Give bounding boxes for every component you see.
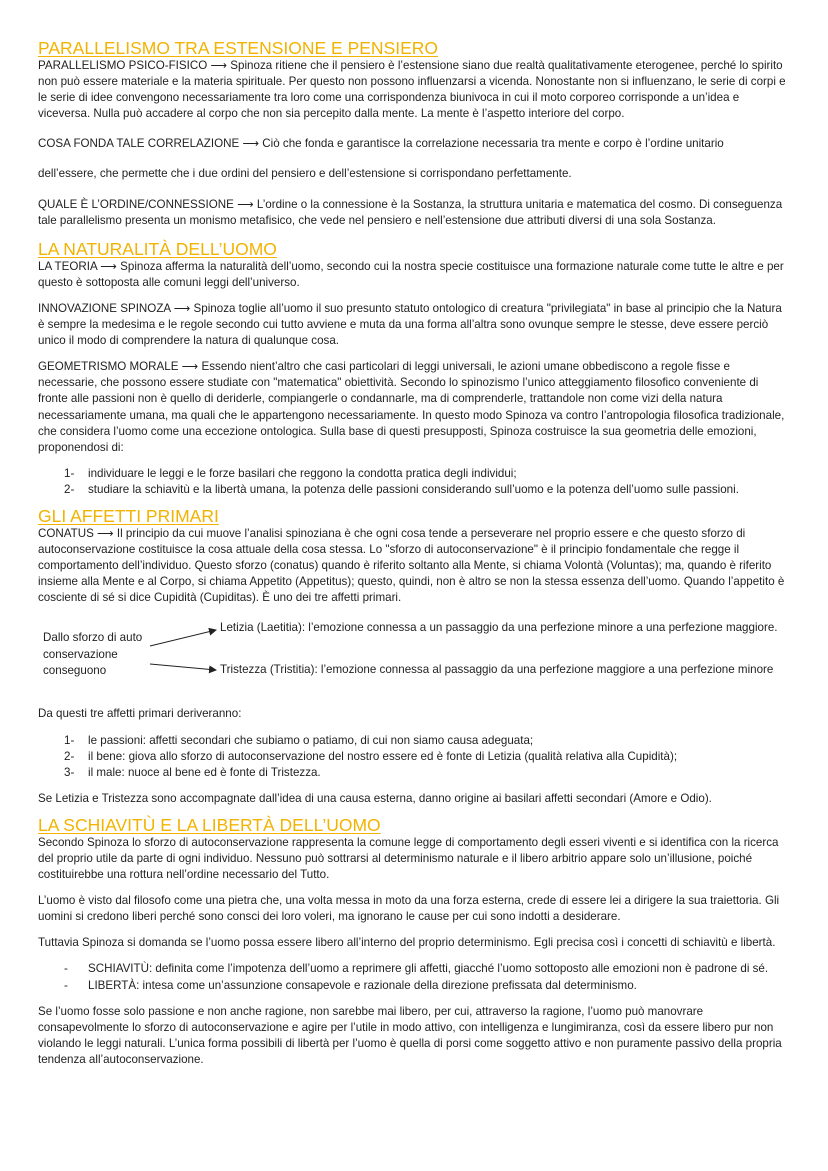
diagram-source-label: Dallo sforzo di auto conservazione conseguono xyxy=(43,631,143,677)
paragraph: QUALE È L’ORDINE/CONNESSIONE ⟶ L’ordine o la connessione è la Sostanza, la struttura unitaria e matematica del cosmo. Di conseguenza tale parallelismo presenta un monismo metafisico, che vede nel pensiero e nell’estensione due attributi diversi di una sola Sostanza. xyxy=(38,197,783,227)
paragraph: Da questi tre affetti primari deriveranno: xyxy=(38,707,242,721)
paragraph: PARALLELISMO PSICO-FISICO ⟶ Spinoza ritiene che il pensiero è l’estensione siano due realtà qualitativamente eterogenee, perché lo spirito non può essere materiale e la materia spirituale. Per questo non possono influenzarsi a vicenda. Nonostante non si influenzano, le serie di corpi e le serie di idee convengono necessariamente tra loro come una corrispondenza biunivoca in cui il moto corporeo corrisponde a un’idea e viceversa. Nulla può accadere al corpo che non sia percepito dalla mente. La mente è l’aspetto interiore del corpo. xyxy=(38,59,786,121)
list-marker: - xyxy=(64,962,68,976)
section-title: LA NATURALITÀ DELL’UOMO xyxy=(38,238,277,259)
list-item xyxy=(38,765,790,781)
list-marker: 1- xyxy=(64,466,75,480)
section-schiavitu-liberta xyxy=(38,815,790,1068)
list-item-text: le passioni: affetti secondari che subiamo o patiamo, di cui non siamo causa adeguata; xyxy=(88,733,534,747)
paragraph: CONATUS ⟶ Il principio da cui muove l’analisi spinoziana è che ogni cosa tende a perseverare nel proprio essere e che questo sforzo di autoconservazione costituisce la cosa attuale della cosa stessa. Lo "sforzo di autoconservazione" è il principio fondamentale che regge il comportamento dell’individuo. Questo sforzo (conatus) quando è riferito soltanto alla Mente, si chiama Volontà (Voluntas); ma, quando è riferito insieme alla Mente e al Corpo, si chiama Appetito (Appetitus); questo, quindi, non è altro se non la stessa essenza dell’uomo. Quando l’appetito è cosciente di sé si dice Cupidità (Cupiditas). È uno dei tre affetti primari. xyxy=(38,526,785,605)
affetti-diagram xyxy=(38,620,790,696)
section-naturalita xyxy=(38,239,790,498)
list-item xyxy=(38,466,790,482)
section-title: PARALLELISMO TRA ESTENSIONE E PENSIERO xyxy=(38,38,439,58)
list-item xyxy=(38,961,790,977)
paragraph: Se Letizia e Tristezza sono accompagnate dall’idea di una causa esterna, danno origine ai basilari affetti secondari (Amore e Odio). xyxy=(38,791,712,805)
paragraph: dell’essere, che permette che i due ordini del pensiero e dell’estensione si corrispondano perfettamente. xyxy=(38,167,572,181)
numbered-list xyxy=(38,733,790,781)
paragraph: L’uomo è visto dal filosofo come una pietra che, una volta messa in moto da una forza esterna, crede di essere lei a dirigere la sua traiettoria. Gli uomini si credono liberi perché sono consci dei loro voleri, ma ignorano le cause per cui sono indotti a desiderare. xyxy=(38,894,780,924)
section-affetti-primari xyxy=(38,506,790,807)
list-marker: 2- xyxy=(64,749,75,763)
list-item-text: studiare la schiavitù e la libertà umana, la potenza delle passioni considerando sull’uomo e la potenza dell’uomo sulle passioni. xyxy=(88,482,739,496)
list-marker: 1- xyxy=(64,733,75,747)
list-item-text: il male: nuoce al bene ed è fonte di Tristezza. xyxy=(88,765,321,779)
list-item xyxy=(38,978,790,994)
document-page xyxy=(38,38,790,1068)
paragraph: Tuttavia Spinoza si domanda se l’uomo possa essere libero all’interno del proprio determinismo. Egli precisa così i concetti di schiavitù e libertà. xyxy=(38,936,776,950)
list-item xyxy=(38,482,790,498)
list-marker: - xyxy=(64,978,68,992)
list-marker: 3- xyxy=(64,765,75,779)
list-item-text: il bene: giova allo sforzo di autoconservazione del nostro essere ed è fonte di Letizia (qualità relativa alla Cupidità); xyxy=(88,749,678,763)
section-title: GLI AFFETTI PRIMARI xyxy=(38,505,219,526)
bullet-list xyxy=(38,961,790,993)
list-item xyxy=(38,733,790,749)
numbered-list xyxy=(38,466,790,498)
list-item-text: individuare le leggi e le forze basilari che reggono la condotta pratica degli individui; xyxy=(88,466,517,480)
paragraph: INNOVAZIONE SPINOZA ⟶ Spinoza toglie all’uomo il suo presunto statuto ontologico di creatura "privilegiata" in base al principio che la Natura è sempre la medesima e le regole secondo cui tutto avviene e muta da una forma all’altra sono ovunque sempre le stesse, deve essere perciò unico il modo di comprendere la natura di qualunque cosa. xyxy=(38,301,782,348)
list-item-text: LIBERTÀ: intesa come un’assunzione consapevole e razionale della direzione prefissata dal determinismo. xyxy=(88,978,637,992)
paragraph: Secondo Spinoza lo sforzo di autoconservazione rappresenta la comune legge di comportamento degli esseri viventi e si identifica con la ricerca del proprio utile da parte di ogni individuo. Nessuno può sottrarsi al determinismo naturale e il libero arbitrio appare solo un’illusione, poiché costituirebbe una rottura nell’ordine necessario del Tutto. xyxy=(38,835,779,882)
paragraph: Se l’uomo fosse solo passione e non anche ragione, non sarebbe mai libero, per cui, attraverso la ragione, l’uomo può manovrare consapevolmente lo sforzo di autoconservazione e agire per l’utile in modo attivo, con intelligenza e lungimiranza, così da essere libero pur non violando le leggi naturali. L’unica forma possibili di libertà per l’uomo è quella di porsi come soggetto attivo e non puramente passivo della propria tendenza all’autoconservazione. xyxy=(38,1004,782,1066)
diagram-letizia: Letizia (Laetitia): l’emozione connessa a un passaggio da una perfezione minore a una perfezione maggiore. xyxy=(220,621,778,635)
list-item xyxy=(38,749,790,765)
section-title: LA SCHIAVITÙ E LA LIBERTÀ DELL’UOMO xyxy=(38,814,381,835)
list-item-text: SCHIAVITÙ: definita come l’impotenza dell’uomo a reprimere gli affetti, giacché l’uomo sottoposto alle emozioni non è padrone di sé. xyxy=(88,962,769,976)
diagram-tristezza: Tristezza (Tristitia): l’emozione connessa al passaggio da una perfezione maggiore a una perfezione minore xyxy=(220,663,774,677)
section-parallelismo xyxy=(38,38,790,229)
list-marker: 2- xyxy=(64,482,75,496)
paragraph: COSA FONDA TALE CORRELAZIONE ⟶ Ciò che fonda e garantisce la correlazione necessaria tra mente e corpo è l’ordine unitario xyxy=(38,137,724,151)
paragraph: LA TEORIA ⟶ Spinoza afferma la naturalità dell’uomo, secondo cui la nostra specie costituisce una formazione naturale come tutte le altre e per questo è sottoposta alle comuni leggi dell’universo. xyxy=(38,259,784,289)
paragraph: GEOMETRISMO MORALE ⟶ Essendo nient’altro che casi particolari di leggi universali, le azioni umane obbediscono a regole fisse e necessarie, che possono essere studiate con "matematica" obiettività. Secondo lo spinozismo l’unico atteggiamento filosofico conveniente di fronte alle passioni non è quello di deriderle, compiangerle o condannarle, ma di comprenderle, trattandole non come vizi della natura necessariamente umana, ma quali che le appartengono necessariamente. In questo modo Spinoza va contro l’antropologia filosofica tradizionale, che considera l’uomo come una eccezione ontologica. Sulla base di questi presupposti, Spinoza costruisce la sua geometria delle emozioni, proponendosi di: xyxy=(38,360,785,454)
